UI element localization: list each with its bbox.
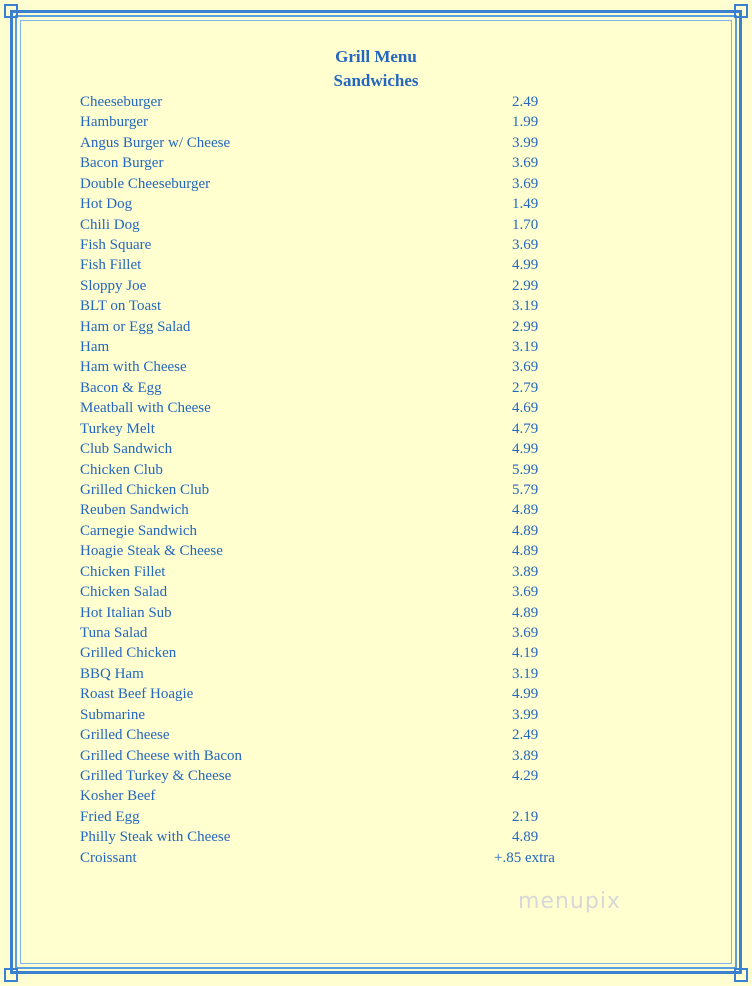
section-title: Sandwiches [333,71,419,90]
menu-item [80,725,600,745]
menu-item-name: Double Cheeseburger [80,175,211,192]
menu-item-price: 3.19 [512,339,539,356]
menu-item-name: Grilled Chicken Club [80,482,210,499]
menu-item [80,541,600,561]
menu-item-name: Hot Dog [80,196,133,213]
menu-list [80,92,600,868]
menu-item [80,746,600,766]
menu-item-name: BBQ Ham [80,665,144,682]
menu-item-name: Kosher Beef [80,788,156,805]
menu-item-name: Fried Egg [80,808,140,825]
menu-item-price: 4.99 [512,441,539,458]
menu-item-price: 3.89 [512,563,539,580]
menu-item-price: 3.69 [512,584,539,601]
menu-item [80,480,600,500]
menu-item-name: Grilled Turkey & Cheese [80,767,232,784]
menu-item-price: 3.69 [512,624,539,641]
menu-item [80,500,600,520]
menu-item-price: 5.79 [512,482,539,499]
menu-item-name: Carnegie Sandwich [80,522,198,539]
menu-item-name: Chicken Salad [80,584,168,601]
menu-item-name: Meatball with Cheese [80,400,211,417]
menu-item-price: 4.19 [512,645,539,662]
menu-item [80,439,600,459]
menu-item-name: Club Sandwich [80,441,173,458]
menu-item [80,460,600,480]
menu-item-price: 2.99 [512,277,539,294]
menu-item-price: 4.89 [512,502,539,519]
menu-item-name: Turkey Melt [80,420,155,437]
corner-ornament-bottom-right [734,968,748,982]
menu-item [80,419,600,439]
menu-item-name: Bacon Burger [80,155,164,172]
menu-item-price: 4.89 [512,829,539,846]
menu-item [80,378,600,398]
menu-item-name: Ham [80,339,110,356]
corner-ornament-bottom-left [4,968,18,982]
menu-item-name: BLT on Toast [80,298,162,315]
corner-ornament-top-left [4,4,18,18]
menu-item [80,766,600,786]
menu-item [80,296,600,316]
menu-item-name: Reuben Sandwich [80,502,189,519]
menu-item-name: Fish Fillet [80,257,142,274]
menu-item-price: 3.69 [512,175,539,192]
menu-item-price: 5.99 [512,461,539,478]
menu-item-price: 3.19 [512,665,539,682]
menu-item-name: Bacon & Egg [80,379,162,396]
menu-item-name: Grilled Chicken [80,645,177,662]
menu-item [80,705,600,725]
menu-item-name: Hamburger [80,114,149,131]
menu-item [80,92,600,112]
menu-item [80,235,600,255]
menu-item-price: 1.70 [512,216,539,233]
menu-item-price: 2.49 [512,727,539,744]
menu-item-name: Ham with Cheese [80,359,187,376]
menu-item [80,357,600,377]
corner-ornament-top-right [734,4,748,18]
watermark-logo: menupix [518,889,621,914]
menu-item-name: Sloppy Joe [80,277,147,294]
menu-item-name: Tuna Salad [80,624,148,641]
menu-item-name: Ham or Egg Salad [80,318,191,335]
menu-item [80,786,600,806]
menu-item-price: 4.79 [512,420,539,437]
menu-item [80,664,600,684]
menu-item-name: Angus Burger w/ Cheese [80,134,231,151]
menu-item-price: 2.79 [512,379,539,396]
menu-item-price: 4.89 [512,604,539,621]
menu-item-price: 3.99 [512,706,539,723]
menu-item [80,827,600,847]
menu-item [80,582,600,602]
menu-item [80,398,600,418]
menu-item [80,684,600,704]
menu-item-name: Cheeseburger [80,94,163,110]
menu-item [80,848,600,868]
menu-item-name: Chicken Fillet [80,563,166,580]
menu-item [80,562,600,582]
menu-item-name: Grilled Cheese [80,727,170,744]
menu-item [80,623,600,643]
menu-item [80,521,600,541]
menu-item-name: Hot Italian Sub [80,604,172,621]
menu-item [80,643,600,663]
menu-item [80,255,600,275]
menu-item-name: Hoagie Steak & Cheese [80,543,223,560]
menu-item-name: Philly Steak with Cheese [80,829,231,846]
menu-item-price: 4.99 [512,257,539,274]
menu-item [80,112,600,132]
menu-item-name: Roast Beef Hoagie [80,686,194,703]
menu-item-price: 3.69 [512,155,539,172]
menu-item [80,807,600,827]
menu-item-price: 3.99 [512,134,539,151]
menu-item-price: 2.19 [512,808,539,825]
menu-item-price: 1.99 [512,114,539,131]
menu-item [80,276,600,296]
menu-title: Grill Menu [335,47,417,66]
menu-item-price: 4.99 [512,686,539,703]
menu-item-price: 1.49 [512,196,539,213]
menu-item-price: 3.69 [512,359,539,376]
menu-item-price: 4.89 [512,522,539,539]
menu-item-name: Chicken Club [80,461,163,478]
menu-item [80,337,600,357]
menu-item-name: Chili Dog [80,216,140,233]
menu-item-price: 4.69 [512,400,539,417]
menu-item-price: 4.29 [512,767,539,784]
menu-item-price: 3.19 [512,298,539,315]
menu-item [80,194,600,214]
menu-item-name: Grilled Cheese with Bacon [80,747,243,764]
menu-item-price: 2.49 [512,94,539,110]
menu-item [80,153,600,173]
menu-item-name: Submarine [80,706,145,723]
menu-item [80,317,600,337]
menu-item-price: 3.69 [512,236,539,253]
menu-item-name: Fish Square [80,236,152,253]
menu-item [80,174,600,194]
menu-item [80,215,600,235]
menu-item-name: Croissant [80,849,137,866]
menu-item [80,603,600,623]
menu-item [80,133,600,153]
menu-item-price: 2.99 [512,318,539,335]
menu-item-price: 4.89 [512,543,539,560]
menu-item-price: +.85 extra [494,849,555,866]
menu-item-price: 3.89 [512,747,539,764]
